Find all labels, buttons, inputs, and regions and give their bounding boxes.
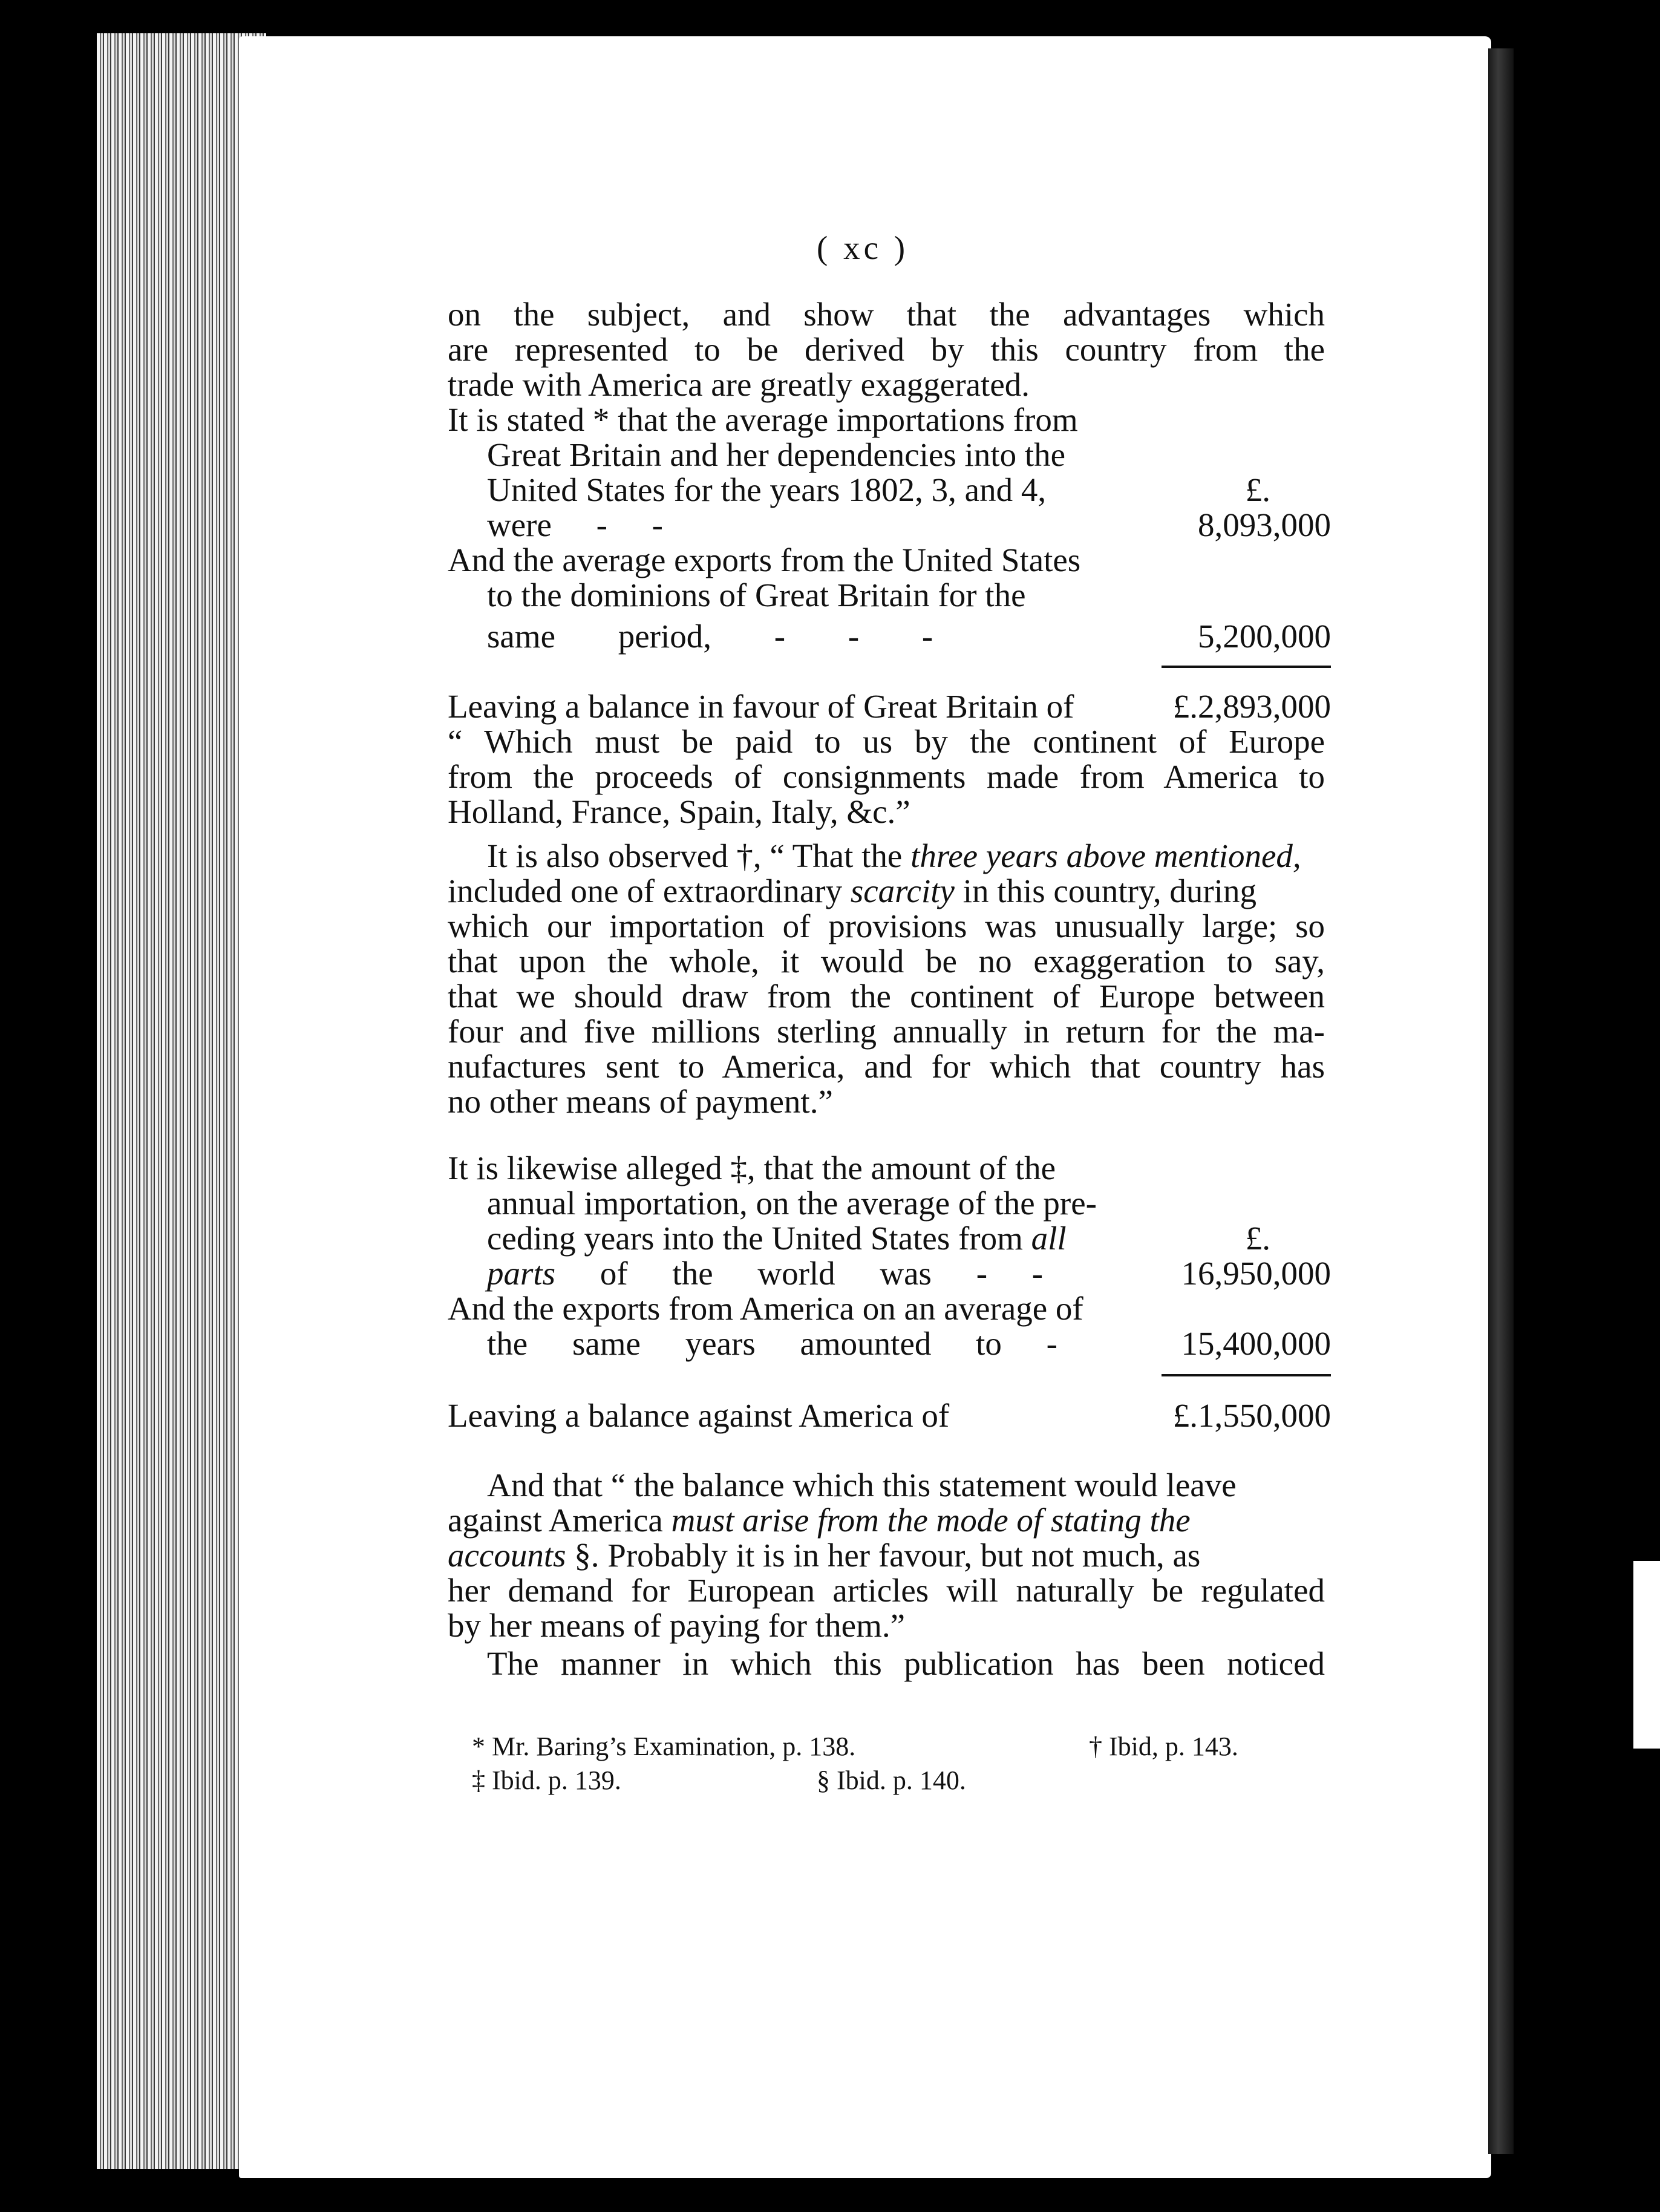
text-line: her demand for European articles will naturally be regulated — [448, 1572, 1325, 1609]
text-line: by her means of paying for them.” — [448, 1607, 906, 1644]
text-line: against America must arise from the mode of stating the — [448, 1502, 1191, 1539]
text-line: Great Britain and her dependencies into the — [487, 436, 1066, 473]
footnote: ‡ Ibid. p. 139. — [472, 1765, 621, 1795]
balance-amount: £.1,550,000 — [1172, 1397, 1331, 1434]
text-line: annual importation, on the average of the pre- — [487, 1185, 1097, 1222]
page-header: ( xc ) — [817, 229, 909, 266]
text-line: that we should draw from the continent of Europe between — [448, 978, 1325, 1015]
text-line: were - - — [487, 506, 663, 543]
text-line: It is also observed †, “ That the three years above mentioned, — [487, 837, 1301, 874]
text-line: And that “ the balance which this statement would leave — [487, 1467, 1237, 1504]
text-line: The manner in which this publication has been noticed — [487, 1645, 1325, 1682]
text-line: nufactures sent to America, and for which that country has — [448, 1048, 1325, 1085]
text-line: that upon the whole, it would be no exaggeration to say, — [448, 943, 1325, 980]
text-line: And the exports from America on an average of — [448, 1290, 1083, 1327]
text-line: no other means of payment.” — [448, 1083, 833, 1120]
sum-rule — [1162, 666, 1331, 668]
footnote: * Mr. Baring’s Examination, p. 138. — [472, 1732, 856, 1761]
text-line: are represented to be derived by this country from the — [448, 331, 1325, 368]
text-line: the same years amounted to - — [487, 1325, 1057, 1362]
text-line: “ Which must be paid to us by the continent of Europe — [448, 723, 1325, 760]
text-line: from the proceeds of consignments made from America to — [448, 758, 1325, 795]
sum-rule — [1162, 1374, 1331, 1376]
text-line: on the subject, and show that the advantages which — [448, 296, 1325, 333]
currency-symbol: £. — [1245, 471, 1270, 508]
footnote: † Ibid, p. 143. — [1089, 1732, 1238, 1761]
text-line: And the average exports from the United States — [448, 542, 1081, 578]
text-line: to the dominions of Great Britain for the — [487, 577, 1026, 614]
amount: 5,200,000 — [1198, 618, 1331, 655]
facing-page-edge — [1488, 48, 1514, 2154]
balance-label: Leaving a balance against America of — [448, 1397, 950, 1434]
text-line: four and five millions sterling annually in return for the ma- — [448, 1013, 1325, 1050]
text-line: ceding years into the United States from all — [487, 1220, 1067, 1257]
amount: 16,950,000 — [1181, 1255, 1331, 1292]
amount: 15,400,000 — [1181, 1325, 1331, 1362]
footnote: § Ibid. p. 140. — [817, 1765, 966, 1795]
text-line: which our importation of provisions was unusually large; so — [448, 908, 1325, 944]
balance-label: Leaving a balance in favour of Great Britain of — [448, 688, 1074, 725]
text-line: accounts §. Probably it is in her favour, but not much, as — [448, 1537, 1201, 1574]
text-line: United States for the years 1802, 3, and 4, — [487, 471, 1047, 508]
text-line: It is stated * that the average importations from — [448, 401, 1078, 438]
balance-amount: £.2,893,000 — [1172, 688, 1331, 725]
adjacent-page-strip — [1633, 1561, 1660, 1749]
text-line: trade with America are greatly exaggerated. — [448, 366, 1030, 403]
text-line: same period, - - - — [487, 618, 933, 655]
currency-symbol: £. — [1245, 1220, 1270, 1257]
amount: 8,093,000 — [1198, 506, 1331, 543]
text-line: parts of the world was - - — [487, 1255, 1044, 1292]
text-line: Holland, France, Spain, Italy, &c.” — [448, 793, 910, 830]
text-line: included one of extraordinary scarcity in this country, during — [448, 872, 1256, 909]
text-line: It is likewise alleged ‡, that the amount of the — [448, 1150, 1056, 1186]
